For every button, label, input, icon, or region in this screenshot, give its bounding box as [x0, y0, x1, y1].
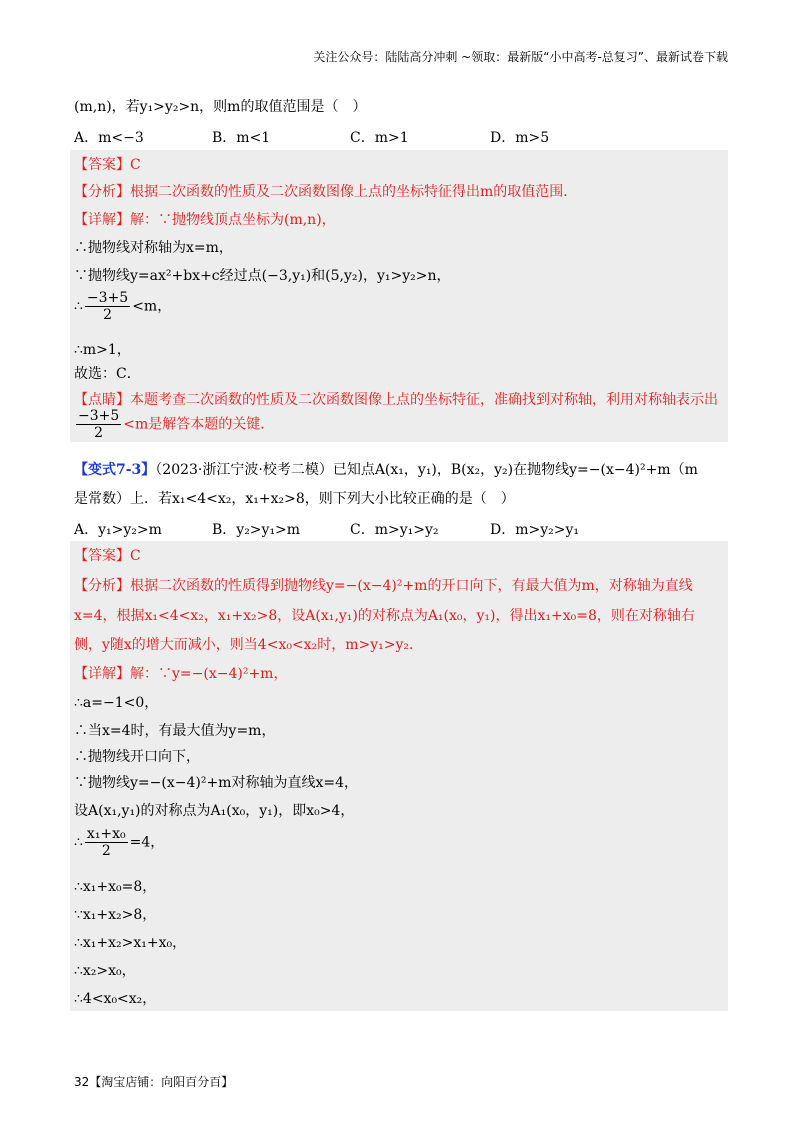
- question-stem-tail: (m,n)，若y₁>y₂>n，则m的取值范围是（ ）: [74, 99, 367, 115]
- option-d: D．m>y₂>y₁: [490, 522, 580, 538]
- analysis-text: 【分析】根据二次函数的性质及二次函数图像上点的坐标特征得出m的取值范围．: [74, 184, 578, 200]
- options-row: [74, 127, 549, 147]
- detail-line: ∴4<x₀<x₂，: [74, 991, 157, 1007]
- fraction: $\frac{\text{x₁+x₀}}{2}$: [86, 826, 126, 859]
- detail-line: ∵抛物线y=−(x−4)²+m对称轴为直线x=4，: [74, 775, 358, 791]
- answer-label: 【答案】C: [74, 157, 141, 173]
- analysis-text: 【分析】根据二次函数的性质得到抛物线y=−(x−4)²+m的开口向下，有最大值为m，对称轴为直线: [74, 578, 693, 594]
- question-stem: 【变式7-3】（2023·浙江宁波·校考二模）已知点A(x₁，y₁)，B(x₂，y₂)在抛物线y=−(x−4)²+m（m: [74, 462, 698, 478]
- detail-line: ∴当x=4时，有最大值为y=m，: [74, 723, 276, 739]
- option-c: C．m>1: [350, 130, 409, 146]
- page-header: 关注公众号：陆陆高分冲刺 ~领取：最新版“小中高考-总复习”、最新试卷下载: [313, 50, 728, 64]
- detail-line: 【详解】解：∵抛物线顶点坐标为(m,n)，: [74, 212, 336, 228]
- options-row: [74, 519, 579, 539]
- option-b: B．m<1: [212, 130, 271, 146]
- analysis-text: x=4，根据x₁<4<x₂，x₁+x₂>8，设A(x₁,y₁)的对称点为A₁(x₀，y₁)，得出x₁+x₀=8，则在对称轴右: [74, 608, 695, 624]
- page-footer: 32【淘宝店铺：向阳百分百】: [74, 1075, 234, 1089]
- fraction: $\frac{-3+5}{2}$: [78, 408, 120, 441]
- detail-line: ∵x₁+x₂>8，: [74, 907, 157, 923]
- option-a: A．m<−3: [74, 130, 144, 146]
- analysis-text: 侧，y随x的增大而减小，则当4<x₀<x₂时，m>y₁>y₂．: [74, 637, 423, 653]
- option-b: B．y₂>y₁>m: [212, 522, 301, 538]
- detail-line: ∴抛物线开口向下，: [74, 749, 200, 765]
- detail-line: ∴m>1，: [74, 342, 131, 358]
- option-a: A．y₁>y₂>m: [74, 522, 162, 538]
- comment-fraction-line: $\frac{-3+5}{2}$ <m是解答本题的关键．: [78, 408, 275, 441]
- fraction: $\frac{-3+5}{2}$: [86, 290, 129, 323]
- option-d: D．m>5: [490, 130, 550, 146]
- detail-line: 【详解】解：∵y=−(x−4)²+m，: [74, 666, 288, 682]
- detail-line: ∴x₁+x₀=8，: [74, 879, 157, 895]
- detail-line: ∴x₂>x₀，: [74, 963, 136, 979]
- detail-line: ∴x₁+x₂>x₁+x₀，: [74, 935, 187, 951]
- fraction-line: ∴ $\frac{-3+5}{2}$ <m，: [74, 290, 172, 323]
- fraction-line: ∴ $\frac{\text{x₁+x₀}}{2}$ =4，: [74, 826, 165, 859]
- detail-line: 故选：C．: [74, 366, 141, 382]
- variant-tag: 【变式7-3】: [74, 462, 156, 478]
- answer-label: 【答案】C: [74, 548, 141, 564]
- option-c: C．m>y₁>y₂: [350, 522, 439, 538]
- comment-text: 【点睛】本题考查二次函数的性质及二次函数图像上点的坐标特征，准确找到对称轴，利用对称轴表示出: [74, 392, 718, 408]
- detail-line: 设A(x₁,y₁)的对称点为A₁(x₀，y₁)，即x₀>4，: [74, 803, 355, 819]
- detail-line: ∵抛物线y=ax²+bx+c经过点(−3,y₁)和(5,y₂)，y₁>y₂>n，: [74, 268, 451, 284]
- detail-line: ∴a=−1<0，: [74, 695, 159, 711]
- question-stem: 是常数）上．若x₁<4<x₂，x₁+x₂>8，则下列大小比较正确的是（ ）: [74, 491, 515, 507]
- detail-line: ∴抛物线对称轴为x=m，: [74, 240, 233, 256]
